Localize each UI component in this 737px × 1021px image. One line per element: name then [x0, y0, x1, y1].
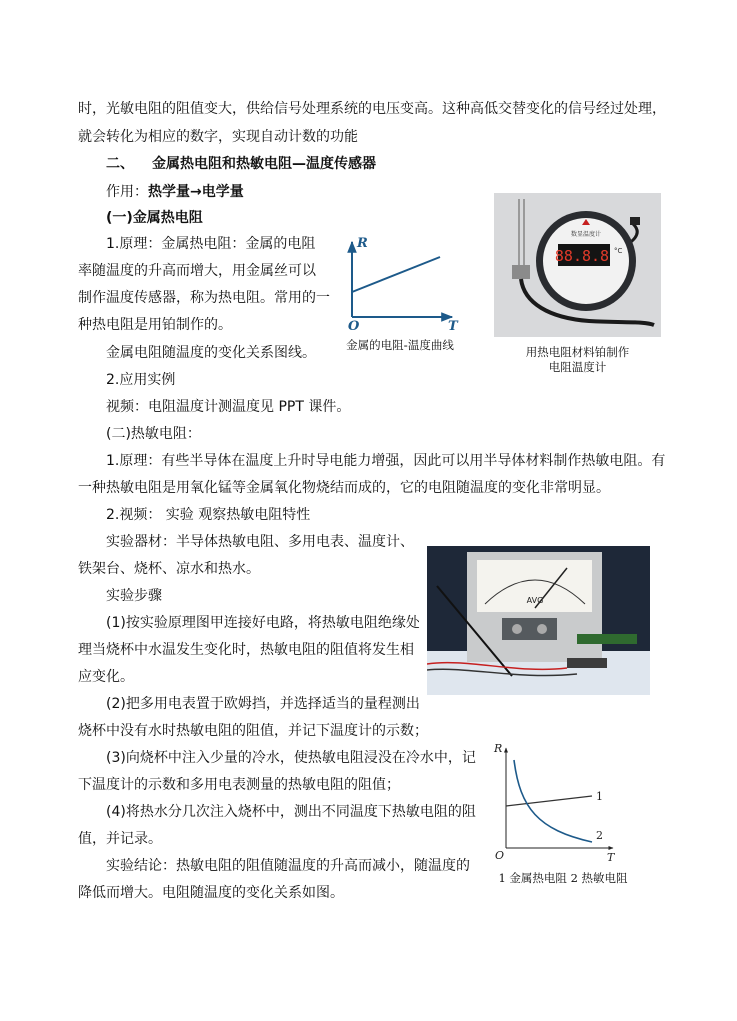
paragraph-line: 就会转化为相应的数字，实现自动计数的功能 [78, 129, 358, 145]
paragraph-line: 2.应用实例 [106, 372, 176, 388]
paragraph-line: 降低而增大。电阻随温度的变化关系如图。 [78, 885, 344, 901]
paragraph-line: 2.视频： 实验 观察热敏电阻特性 [106, 507, 311, 523]
section-number: 二、 [106, 156, 134, 172]
paragraph-line: 1.原理：有些半导体在温度上升时导电能力增强，因此可以用半导体材料制作热敏电阻。有 [106, 453, 666, 469]
origin-label: O [495, 849, 505, 862]
paragraph-line: 理当烧杯中水温发生变化时，热敏电阻的阻值将发生相 [78, 642, 414, 658]
subsection-title: (二)热敏电阻： [106, 426, 201, 442]
photo-caption: 电阻温度计 [548, 360, 607, 374]
axis-label-r: R [357, 236, 368, 251]
experiment-illustration [427, 546, 650, 695]
axis-label-t: T [448, 319, 458, 334]
experiment-photo [427, 546, 650, 695]
paragraph-line: 下温度计的示数和多用电表测量的热敏电阻的阻值； [78, 777, 400, 793]
subsection-title: (一)金属热电阻 [106, 210, 203, 226]
paragraph-line: 值，并记录。 [78, 831, 162, 847]
paragraph-line: (4)将热水分几次注入烧杯中，测出不同温度下热敏电阻的阻 [106, 804, 476, 820]
effect-text: 热学量→电学量 [148, 184, 244, 200]
paragraph-line: 烧杯中没有水时热敏电阻的阻值，并记下温度计的示数； [78, 723, 428, 739]
thermometer-unit: °C [614, 247, 623, 255]
paragraph-line: 实验步骤 [106, 588, 162, 604]
paragraph-line: 实验器材：半导体热敏电阻、多用电表、温度计、 [106, 534, 414, 550]
section-title: 金属热电阻和热敏电阻—温度传感器 [152, 156, 376, 172]
paragraph-line: 铁架台、烧杯、凉水和热水。 [78, 561, 260, 577]
paragraph-line: 时，光敏电阻的阻值变大，供给信号处理系统的电压变高。这种高低交替变化的信号经过处理， [78, 101, 666, 117]
origin-label: O [348, 319, 360, 334]
thermometer-illustration [494, 193, 661, 337]
axis-label-t: T [607, 851, 615, 864]
figure-caption: 1 金属热电阻 2 热敏电阻 [498, 871, 628, 885]
paragraph-line: 1.原理：金属热电阻：金属的电阻 [106, 236, 316, 252]
paragraph-line: (1)按实验原理图甲连接好电路，将热敏电阻绝缘处 [106, 615, 420, 631]
photo-caption: 用热电阻材料铂制作 [525, 345, 630, 359]
paragraph-line: 视频：电阻温度计测温度见 PPT 课件。 [106, 399, 351, 415]
thermometer-photo [494, 193, 661, 337]
paragraph-line: 应变化。 [78, 669, 134, 685]
paragraph-line: 一种热敏电阻是用氧化锰等金属氧化物烧结而成的，它的电阻随温度的变化非常明显。 [78, 480, 610, 496]
paragraph-line: 金属电阻随温度的变化关系图线。 [106, 345, 316, 361]
curve-label-1: 1 [596, 790, 603, 803]
paragraph-line: 制作温度传感器，称为热电阻。常用的一 [78, 290, 330, 306]
curve-metal [506, 796, 592, 806]
metal-resistance-graph [340, 230, 470, 335]
meter-label: AVG [526, 596, 544, 605]
paragraph-line: 种热电阻是用铂制作的。 [78, 317, 232, 333]
paragraph-line: (3)向烧杯中注入少量的冷水，使热敏电阻浸没在冷水中，记 [106, 750, 476, 766]
figure-caption: 金属的电阻-温度曲线 [346, 338, 454, 352]
axis-label-r: R [494, 742, 503, 755]
curve-label-2: 2 [596, 829, 603, 842]
paragraph-line: 实验结论：热敏电阻的阻值随温度的升高而减小，随温度的 [106, 858, 470, 874]
paragraph-line: (2)把多用电表置于欧姆挡，并选择适当的量程测出 [106, 696, 420, 712]
resistance-comparison-graph [488, 738, 628, 868]
paragraph-line: 率随温度的升高而增大，用金属丝可以 [78, 263, 316, 279]
thermometer-display: 88.8.8 [554, 247, 610, 265]
resistance-line [352, 257, 440, 292]
thermometer-brand: 数显温度计 [570, 231, 602, 238]
effect-label: 作用： [106, 184, 148, 200]
